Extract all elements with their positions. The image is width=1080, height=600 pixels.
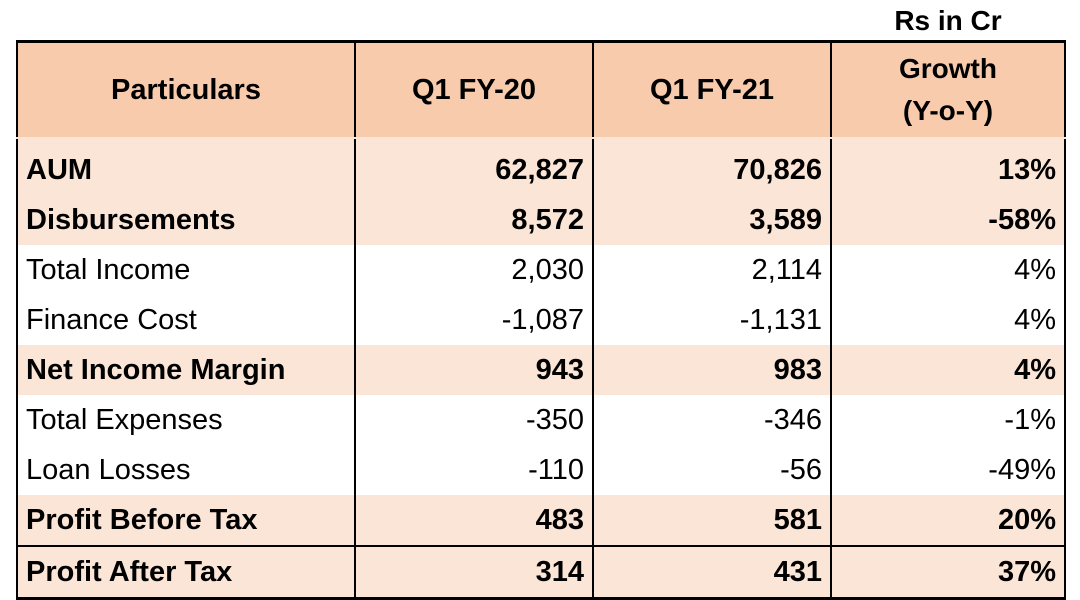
row-label: Profit After Tax [17, 546, 355, 599]
cell-q1-fy20: 483 [355, 495, 593, 546]
cell-q1-fy21: -1,131 [593, 295, 831, 345]
cell-q1-fy20: -1,087 [355, 295, 593, 345]
cell-growth: 20% [831, 495, 1065, 546]
cell-q1-fy20: 2,030 [355, 245, 593, 295]
row-label: Total Expenses [17, 395, 355, 445]
header-growth-line2: (Y-o-Y) [902, 95, 994, 126]
cell-q1-fy20: 943 [355, 345, 593, 395]
table-row-net-income-margin [17, 345, 1065, 395]
table-row-finance-cost [17, 295, 1065, 345]
table-row-profit-after-tax [17, 546, 1065, 599]
cell-growth: -1% [831, 395, 1065, 445]
cell-q1-fy20: 314 [355, 546, 593, 599]
table-header-row [17, 42, 1065, 139]
table-row-total-income [17, 245, 1065, 295]
cell-q1-fy21: 983 [593, 345, 831, 395]
cell-q1-fy20: -110 [355, 445, 593, 495]
header-growth [831, 42, 1065, 139]
row-label: AUM [17, 138, 355, 195]
header-q1-fy21: Q1 FY-21 [593, 42, 831, 139]
cell-q1-fy21: -346 [593, 395, 831, 445]
row-label: Loan Losses [17, 445, 355, 495]
cell-q1-fy21: -56 [593, 445, 831, 495]
row-label: Net Income Margin [17, 345, 355, 395]
cell-growth: -49% [831, 445, 1065, 495]
table-row-total-expenses [17, 395, 1065, 445]
table-row-aum [17, 138, 1065, 195]
cell-q1-fy21: 581 [593, 495, 831, 546]
cell-growth: 13% [831, 138, 1065, 195]
table-row-disbursements [17, 195, 1065, 245]
cell-growth: -58% [831, 195, 1065, 245]
table-row-loan-losses [17, 445, 1065, 495]
header-particulars: Particulars [17, 42, 355, 139]
cell-q1-fy21: 70,826 [593, 138, 831, 195]
row-label: Finance Cost [17, 295, 355, 345]
cell-q1-fy21: 2,114 [593, 245, 831, 295]
cell-q1-fy20: 8,572 [355, 195, 593, 245]
cell-q1-fy21: 431 [593, 546, 831, 599]
cell-q1-fy20: -350 [355, 395, 593, 445]
financial-summary-table [16, 40, 1066, 600]
row-label: Total Income [17, 245, 355, 295]
cell-growth: 37% [831, 546, 1065, 599]
row-label: Profit Before Tax [17, 495, 355, 546]
table-row-profit-before-tax [17, 495, 1065, 546]
unit-label: Rs in Cr [894, 5, 1002, 36]
cell-q1-fy21: 3,589 [593, 195, 831, 245]
row-label: Disbursements [17, 195, 355, 245]
cell-growth: 4% [831, 295, 1065, 345]
header-q1-fy20: Q1 FY-20 [355, 42, 593, 139]
cell-q1-fy20: 62,827 [355, 138, 593, 195]
header-growth-line1: Growth [899, 53, 997, 84]
cell-growth: 4% [831, 345, 1065, 395]
cell-growth: 4% [831, 245, 1065, 295]
